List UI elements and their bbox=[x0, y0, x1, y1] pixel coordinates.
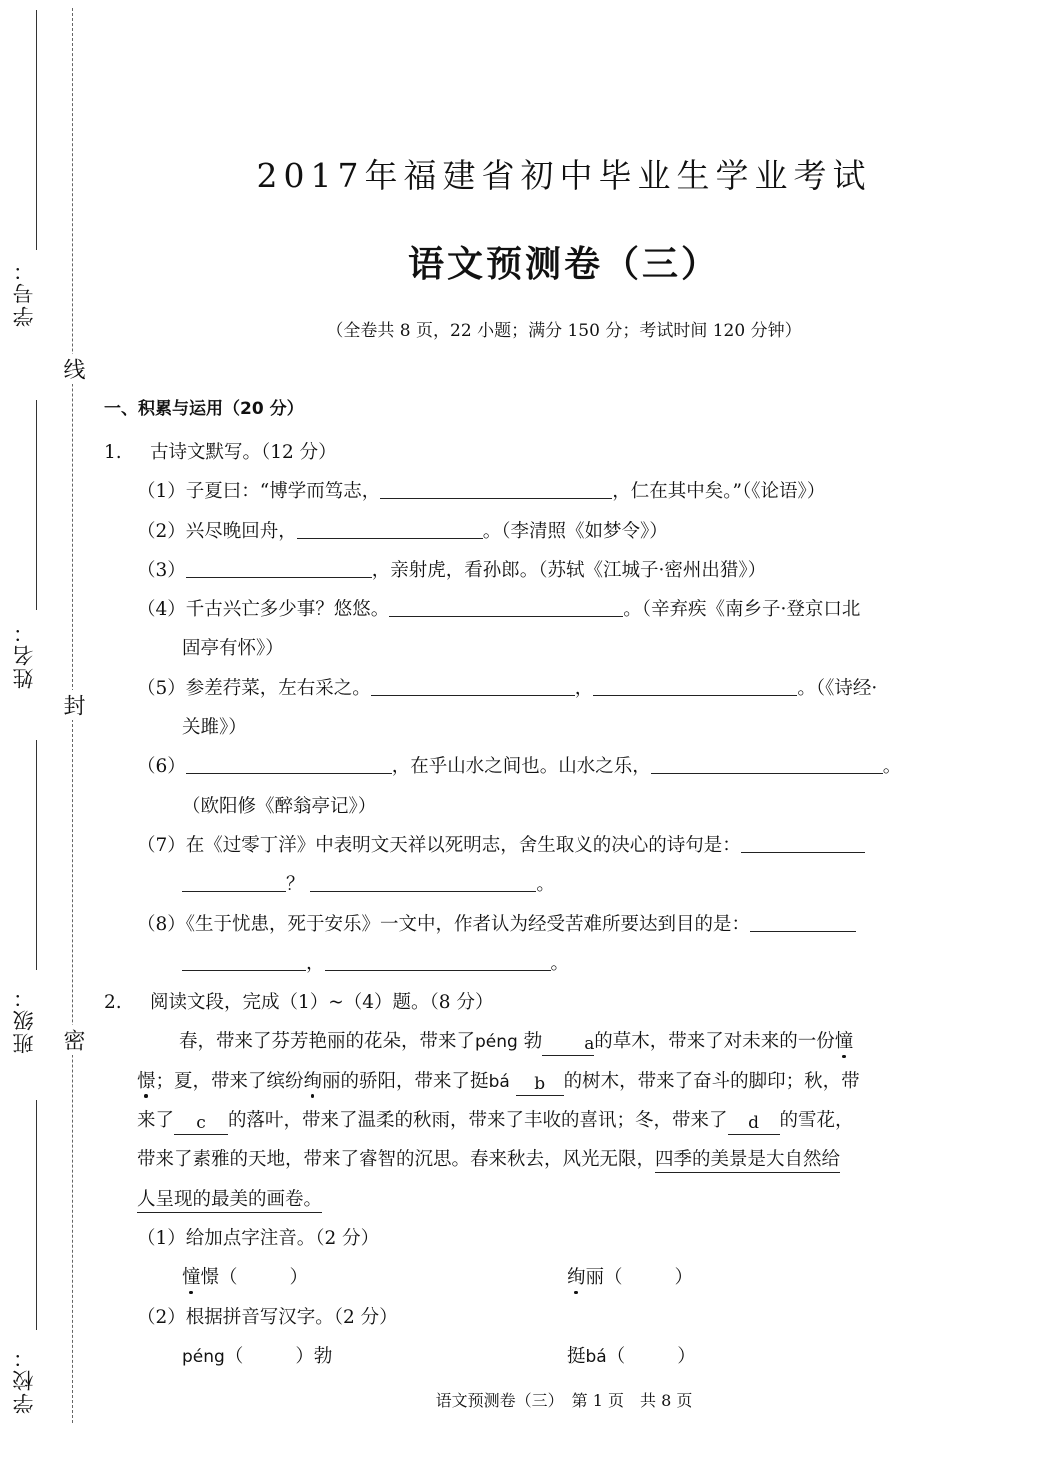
q1-item-6-cont: （欧阳修《醉翁亭记》） bbox=[182, 795, 377, 817]
answer-blank[interactable] bbox=[750, 909, 856, 932]
q1-item-7: （7）在《过零丁洋》中表明文天祥以死明志，舍生取义的决心的诗句是： bbox=[104, 826, 944, 865]
binding-margin bbox=[0, 0, 100, 1473]
q1-item-2: （2）兴尽晚回舟， 。（李清照《如梦令》） bbox=[104, 512, 944, 551]
passage-line-3: 来了 c 的落叶，带来了温柔的秋雨，带来了丰收的喜讯；冬，带来了 d 的雪花， bbox=[137, 1110, 854, 1134]
passage-line-2: 憬；夏，带来了缤纷绚丽的骄阳，带来了挺bá b 的树木，带来了奋斗的脚印；秋，带 bbox=[137, 1070, 860, 1094]
q2-sub-1: （1）给加点字注音。（2 分） bbox=[137, 1227, 380, 1249]
q1-item-5: （5）参差荇菜，左右采之。 ， 。（《诗经· bbox=[104, 669, 944, 708]
page-footer: 语文预测卷（三） 第 1 页 共 8 页 bbox=[435, 1391, 693, 1410]
q2-sub-1-answers: 憧憬（ ） 绚丽（ ） bbox=[182, 1267, 694, 1289]
blank-a[interactable]: a bbox=[542, 1033, 594, 1056]
passage-line-4: 带来了素雅的天地，带来了睿智的沉思。春来秋去，风光无限，四季的美景是大自然给 bbox=[104, 1140, 944, 1179]
student-id-label: 学号： bbox=[12, 258, 36, 327]
school-line bbox=[36, 1100, 37, 1330]
section-title: 一、积累与运用（20 分） bbox=[104, 399, 304, 419]
answer-blank[interactable] bbox=[593, 673, 797, 696]
answer-blank[interactable] bbox=[297, 516, 483, 539]
answer-blank[interactable] bbox=[182, 869, 286, 892]
answer-blank[interactable] bbox=[310, 869, 536, 892]
seal-seal-char: 封 bbox=[60, 690, 84, 720]
exam-content bbox=[104, 395, 944, 1376]
answer-blank[interactable] bbox=[186, 555, 372, 578]
name-line bbox=[36, 400, 37, 610]
question-2-stem: 2. 阅读文段，完成（1）~（4）题。（8 分） bbox=[104, 992, 494, 1014]
q1-item-1: （1）子夏曰：“博学而笃志， ，仁在其中矣。”（《论语》） bbox=[104, 472, 944, 511]
seal-secret-char: 密 bbox=[60, 1025, 84, 1055]
answer-blank[interactable] bbox=[186, 751, 392, 774]
class-label: 班级： bbox=[12, 985, 36, 1054]
exam-info: （全卷共 8 页，22 小题；满分 150 分；考试时间 120 分钟） bbox=[326, 321, 802, 341]
school-label: 学校： bbox=[12, 1345, 36, 1414]
answer-blank[interactable] bbox=[182, 948, 306, 971]
answer-blank[interactable] bbox=[389, 594, 623, 617]
answer-blank[interactable] bbox=[380, 476, 612, 499]
blank-d[interactable]: d bbox=[728, 1112, 780, 1135]
q1-item-3: （3） ，亲射虎，看孙郎。（苏轼《江城子·密州出猎》） bbox=[104, 551, 944, 590]
passage-line-1: 春，带来了芬芳艳丽的花朵，带来了péng 勃 a的草木，带来了对未来的一份憧 bbox=[179, 1031, 854, 1055]
q1-item-8: （8）《生于忧患，死于安乐》一文中，作者认为经受苦难所要达到目的是： bbox=[104, 905, 944, 944]
q1-item-4-cont: 固亭有怀》） bbox=[182, 638, 284, 660]
answer-blank[interactable] bbox=[325, 948, 551, 971]
answer-blank[interactable] bbox=[651, 751, 883, 774]
name-label: 姓名： bbox=[12, 620, 36, 689]
blank-b[interactable]: b bbox=[516, 1073, 564, 1096]
q2-sub-2-answers: péng（ ）勃 挺bá（ ） bbox=[182, 1345, 696, 1367]
underlined-sentence: 人呈现的最美的画卷。 bbox=[137, 1189, 322, 1213]
q1-item-5-cont: 关雎》） bbox=[182, 717, 247, 739]
class-line bbox=[36, 740, 37, 970]
answer-blank[interactable] bbox=[371, 673, 575, 696]
student-id-line bbox=[36, 10, 37, 250]
q1-item-6: （6） ，在乎山水之间也。山水之乐， 。 bbox=[104, 747, 944, 786]
q2-sub-2: （2）根据拼音写汉字。（2 分） bbox=[137, 1306, 398, 1328]
q1-item-7-cont: ？ 。 bbox=[104, 865, 944, 904]
question-1-stem: 1. 古诗文默写。（12 分） bbox=[104, 442, 337, 463]
underlined-sentence: 四季的美景是大自然给 bbox=[655, 1149, 840, 1173]
seal-line-char: 线 bbox=[60, 354, 84, 384]
q1-item-8-cont: ， 。 bbox=[104, 944, 944, 983]
q1-item-4: （4）千古兴亡多少事？悠悠。 。（辛弃疾《南乡子·登京口北 bbox=[104, 590, 944, 629]
blank-c[interactable]: c bbox=[174, 1112, 228, 1135]
paper-name: 语文预测卷（三） bbox=[407, 243, 720, 285]
answer-blank[interactable] bbox=[741, 830, 865, 853]
passage-line-5 bbox=[104, 1180, 944, 1219]
exam-title: 2017年福建省初中毕业生学业考试 bbox=[256, 156, 872, 195]
